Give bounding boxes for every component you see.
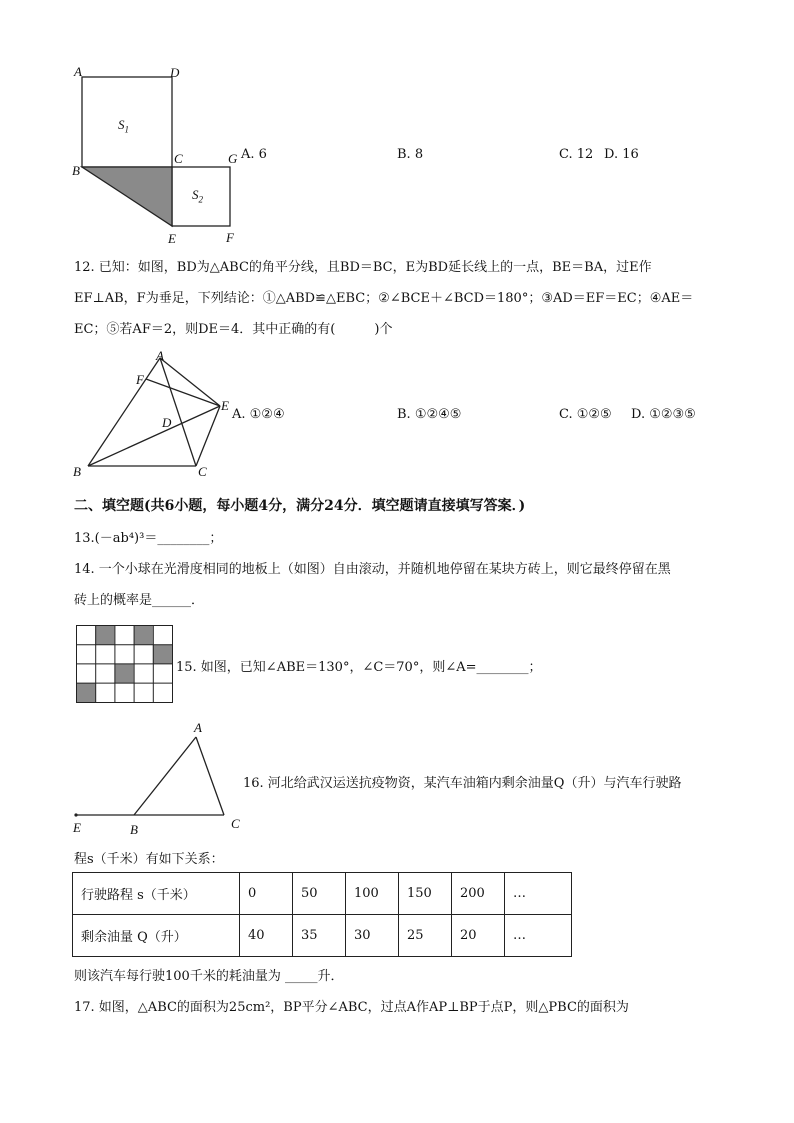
label-C: C bbox=[174, 151, 183, 166]
q12-option-b[interactable]: B. ①②④⑤ bbox=[397, 407, 462, 422]
table-cell: 30 bbox=[346, 915, 399, 957]
label-S2: $S_2$ bbox=[192, 187, 203, 205]
label-F: F bbox=[136, 372, 144, 387]
label-E: E bbox=[168, 231, 176, 246]
table-row bbox=[73, 873, 572, 915]
label-E: E bbox=[221, 398, 229, 413]
shaded-triangle bbox=[82, 167, 172, 226]
label-S1: $S_1$ bbox=[118, 117, 129, 135]
table-cell: 100 bbox=[346, 873, 399, 915]
label-A: A bbox=[74, 64, 82, 79]
table-row bbox=[73, 915, 572, 957]
table-cell: 50 bbox=[293, 873, 346, 915]
q16-line1: 16. 河北给武汉运送抗疫物资，某汽车油箱内剩余油量Q（升）与汽车行驶路 bbox=[243, 776, 682, 791]
label-B: B bbox=[72, 163, 80, 178]
q12-line2: EF⊥AB，F为垂足，下列结论：①△ABD≌△EBC；②∠BCE＋∠BCD＝180°；③AD＝EF＝EC；④AE＝ bbox=[74, 291, 694, 306]
table-cell: 剩余油量 Q（升） bbox=[73, 915, 240, 957]
label-D: D bbox=[162, 415, 172, 430]
q12-option-a[interactable]: A. ①②④ bbox=[232, 407, 285, 422]
table-cell: 150 bbox=[399, 873, 452, 915]
table-cell: … bbox=[505, 873, 572, 915]
label-G: G bbox=[228, 151, 238, 166]
q15-figure bbox=[70, 725, 240, 825]
table-cell: 行驶路程 s（千米） bbox=[73, 873, 240, 915]
table-cell: 35 bbox=[293, 915, 346, 957]
label-C: C bbox=[198, 464, 207, 479]
q16-line2: 程s（千米）有如下关系： bbox=[74, 852, 224, 867]
label-B: B bbox=[73, 464, 81, 479]
q17-text: 17. 如图，△ABC的面积为25cm²，BP平分∠ABC，过点A作AP⊥BP于点P，则△PBC的面积为 bbox=[74, 1000, 629, 1015]
table-cell: 25 bbox=[399, 915, 452, 957]
label-B: B bbox=[130, 822, 138, 837]
q12-option-c[interactable]: C. ①②⑤ bbox=[559, 407, 612, 422]
label-F: F bbox=[226, 230, 234, 245]
label-A: A bbox=[194, 720, 202, 735]
table-cell: 0 bbox=[240, 873, 293, 915]
q16-data-table bbox=[72, 872, 572, 957]
q11-option-b[interactable]: B. 8 bbox=[397, 147, 424, 162]
q15-text: 15. 如图，已知∠ABE＝130°，∠C＝70°，则∠A=________； bbox=[176, 660, 542, 675]
label-E: E bbox=[73, 820, 81, 835]
q16-answer-line: 则该汽车每行驶100千米的耗油量为 _____升． bbox=[74, 969, 344, 984]
q14-tile-grid bbox=[76, 625, 174, 704]
q13-text: 13.(－ab⁴)³＝________； bbox=[74, 531, 223, 546]
q11-option-c[interactable]: C. 12 bbox=[559, 147, 594, 162]
label-A: A bbox=[156, 348, 164, 363]
q11-option-a[interactable]: A. 6 bbox=[241, 147, 267, 162]
q11-figure bbox=[70, 62, 245, 247]
q11-option-d[interactable]: D. 16 bbox=[604, 147, 639, 162]
table-cell: 20 bbox=[452, 915, 505, 957]
table-cell: 200 bbox=[452, 873, 505, 915]
q12-option-d[interactable]: D. ①②③⑤ bbox=[631, 407, 696, 422]
table-cell: … bbox=[505, 915, 572, 957]
q14-line1: 14. 一个小球在光滑度相同的地板上（如图）自由滚动，并随机地停留在某块方砖上，则它最终停留在黑 bbox=[74, 562, 671, 577]
q12-line1: 12. 已知：如图，BD为△ABC的角平分线，且BD＝BC，E为BD延长线上的一点，BE＝BA，过E作 bbox=[74, 260, 652, 275]
section-2-heading: 二、填空题(共6小题，每小题4分，满分24分．填空题请直接填写答案．) bbox=[74, 498, 526, 514]
label-C: C bbox=[231, 816, 240, 831]
q12-figure bbox=[80, 350, 230, 475]
table-cell: 40 bbox=[240, 915, 293, 957]
q14-line2: 砖上的概率是______． bbox=[74, 593, 205, 608]
q12-line3: EC；⑤若AF＝2，则DE＝4．其中正确的有( )个 bbox=[74, 322, 393, 337]
label-D: D bbox=[170, 65, 180, 80]
